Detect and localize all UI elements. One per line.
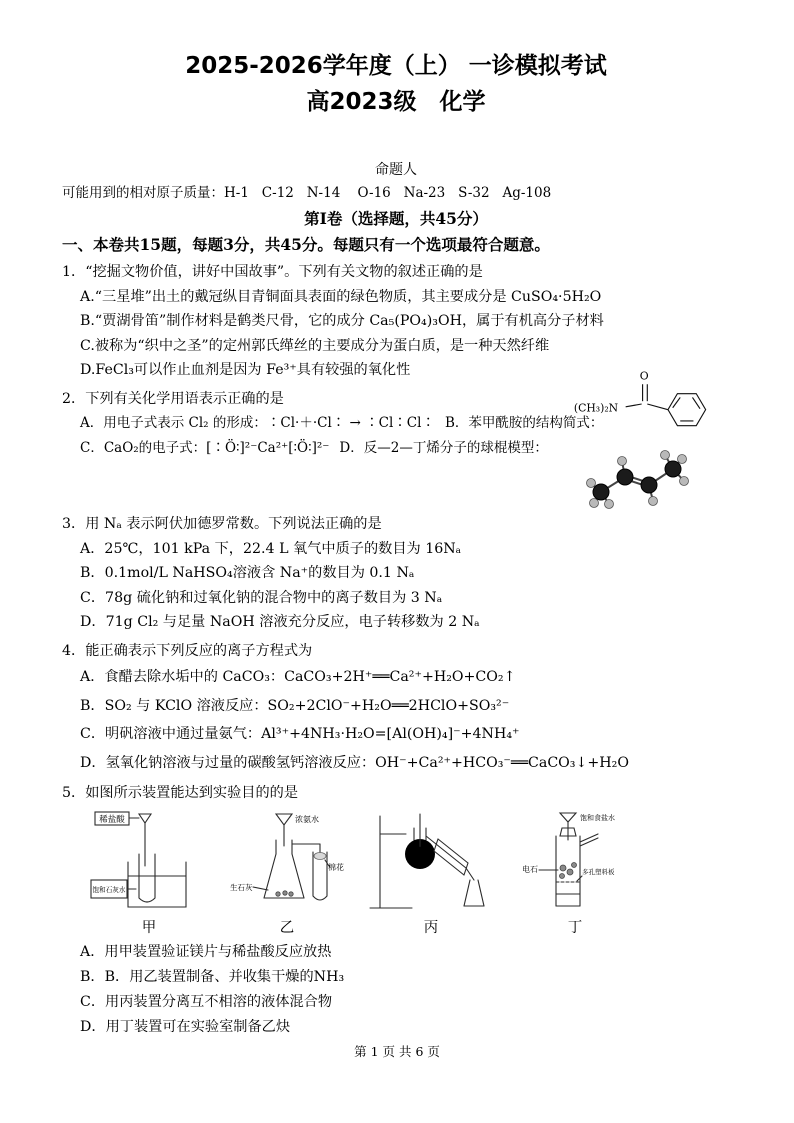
atomic-mass-note: 可能用到的相对原子质量：H-1 C-12 N-14 O-16 Na-23 S-32 Ag-108 bbox=[62, 185, 552, 201]
label-saturated-brine: 饱和食盐水 bbox=[580, 813, 615, 822]
question-3 bbox=[62, 512, 730, 635]
apparatus-ding-figure bbox=[516, 810, 634, 914]
question-3-option-a: A．25℃，101 kPa 下，22.4 L 氧气中质子的数目为 16Nₐ bbox=[80, 540, 462, 557]
apparatus-caption-jia: 甲 bbox=[141, 919, 157, 936]
question-5-stem: 5．如图所示装置能达到实验目的的是 bbox=[62, 785, 299, 801]
question-1-option-b: B.“贾湖骨笛”制作材料是鹤类尺骨，它的成分 Ca₅(PO₄)₃OH，属于有机高分子材料 bbox=[80, 313, 604, 329]
apparatus-jia-figure bbox=[90, 810, 208, 914]
amide-oxygen-label: O bbox=[639, 369, 649, 383]
proposer-label: 命题人 bbox=[375, 162, 417, 178]
label-porous-plate: 多孔塑料板 bbox=[582, 867, 615, 876]
hydrogen-atom bbox=[590, 499, 599, 508]
hydrogen-atom bbox=[587, 479, 596, 488]
apparatus-yi-figure bbox=[228, 810, 346, 914]
section-instruction: 一、本卷共15题，每题3分，共45分。每题只有一个选项最符合题意。 bbox=[62, 235, 550, 254]
section-title: 第Ⅰ卷（选择题，共45分） bbox=[304, 209, 488, 228]
exam-subtitle: 高2023级 化学 bbox=[306, 89, 486, 115]
question-3-option-b: B．0.1mol/L NaHSO₄溶液含 Na⁺的数目为 0.1 Nₐ bbox=[80, 565, 415, 581]
apparatus-bing-figure bbox=[366, 810, 496, 914]
question-5-option-c: C．用丙装置分离互不相溶的液体混合物 bbox=[80, 993, 333, 1010]
question-4-option-b: B．SO₂ 与 KClO 溶液反应：SO₂+2ClO⁻+H₂O══2HClO+SO₃²⁻ bbox=[80, 697, 510, 714]
question-2-option-a: A．用电子式表示 Cl₂ 的形成：∶Cl·＋·Cl∶ → ∶Cl∶Cl∶ bbox=[80, 415, 435, 431]
label-saturated-limewater: 饱和石灰水 bbox=[92, 885, 126, 894]
label-concentrated-ammonia: 浓氨水 bbox=[295, 814, 319, 824]
hydrogen-atom bbox=[618, 457, 627, 466]
butene-ball-stick-figure bbox=[585, 448, 697, 510]
hydrogen-atom bbox=[605, 500, 614, 509]
question-1-option-d: D.FeCl₃可以作止血剂是因为 Fe³⁺具有较强的氧化性 bbox=[80, 362, 411, 378]
apparatus-jia bbox=[90, 810, 208, 938]
question-3-stem: 3．用 Nₐ 表示阿伏加德罗常数。下列说法正确的是 bbox=[62, 516, 382, 532]
question-3-option-d: D．71g Cl₂ 与足量 NaOH 溶液充分反应，电子转移数为 2 Nₐ bbox=[80, 614, 480, 630]
hydrogen-atom bbox=[661, 451, 670, 460]
question-4-option-a: A．食醋去除水垢中的 CaCO₃：CaCO₃+2H⁺══Ca²⁺+H₂O+CO₂↑ bbox=[80, 669, 516, 685]
hydrogen-atom bbox=[649, 497, 658, 506]
exam-title: 2025-2026学年度（上） 一诊模拟考试 bbox=[185, 53, 607, 79]
question-4 bbox=[62, 639, 730, 778]
apparatus-caption-bing: 丙 bbox=[423, 919, 439, 936]
question-4-stem: 4．能正确表示下列反应的离子方程式为 bbox=[62, 642, 313, 659]
apparatus-ding bbox=[516, 810, 634, 938]
question-1-option-a: A.“三星堆”出土的戴冠纵目青铜面具表面的绿色物质，其主要成分是 CuSO₄·5H₂O bbox=[80, 288, 602, 305]
page-footer bbox=[0, 1042, 794, 1060]
question-3-option-c: C．78g 硫化钠和过氧化钠的混合物中的离子数目为 3 Nₐ bbox=[80, 589, 443, 606]
question-1-stem: 1．“挖掘文物价值，讲好中国故事”。下列有关文物的叙述正确的是 bbox=[62, 264, 483, 280]
question-4-option-d: D．氢氧化钠溶液与过量的碳酸氢钙溶液反应：OH⁻+Ca²⁺+HCO₃⁻══CaCO₃↓+H₂O bbox=[80, 754, 629, 771]
label-quicklime: 生石灰 bbox=[230, 882, 253, 892]
question-1-option-c: C.被称为“织中之圣”的定州郭氏缂丝的主要成分为蛋白质，是一种天然纤维 bbox=[80, 337, 550, 354]
label-dilute-hydrochloric-acid: 稀盐酸 bbox=[99, 814, 125, 825]
page-number: 第 1 页 共 6 页 bbox=[354, 1044, 440, 1059]
question-5-option-a: A．用甲装置验证镁片与稀盐酸反应放热 bbox=[80, 943, 332, 960]
question-5-option-b: B．B．用乙装置制备、并收集干燥的NH₃ bbox=[80, 968, 345, 985]
hydrogen-atom bbox=[678, 455, 687, 464]
amide-substituent-label: (CH₃)₂N bbox=[573, 401, 619, 415]
question-5-option-d: D．用丁装置可在实验室制备乙炔 bbox=[80, 1018, 291, 1035]
apparatus-row bbox=[90, 810, 730, 938]
apparatus-yi bbox=[228, 810, 346, 938]
question-2-option-c: C．CaO₂的电子式：[∶Ö∶]²⁻Ca²⁺[∶Ö∶]²⁻ bbox=[80, 439, 330, 456]
carbon-atom bbox=[641, 477, 657, 493]
question-4-option-c: C．明矾溶液中通过量氨气：Al³⁺+4NH₃·H₂O=[Al(OH)₄]⁻+4NH₄⁺ bbox=[80, 726, 520, 742]
carbon-atom bbox=[593, 484, 609, 500]
carbon-atom bbox=[665, 461, 681, 477]
question-5 bbox=[62, 781, 730, 1040]
question-2-option-b: B．苯甲酰胺的结构简式： bbox=[444, 415, 604, 431]
question-2-option-d: D．反—2—丁烯分子的球棍模型： bbox=[339, 439, 548, 456]
apparatus-caption-yi: 乙 bbox=[279, 919, 295, 936]
carbon-atom bbox=[617, 469, 633, 485]
apparatus-bing bbox=[366, 810, 496, 938]
benzamide-structure-figure bbox=[572, 360, 732, 448]
label-calcium-carbide: 电石 bbox=[522, 864, 538, 874]
hydrogen-atom bbox=[680, 477, 689, 486]
label-cotton: 棉花 bbox=[328, 862, 344, 872]
apparatus-caption-ding: 丁 bbox=[567, 919, 583, 936]
question-2-stem: 2．下列有关化学用语表示正确的是 bbox=[62, 390, 284, 407]
